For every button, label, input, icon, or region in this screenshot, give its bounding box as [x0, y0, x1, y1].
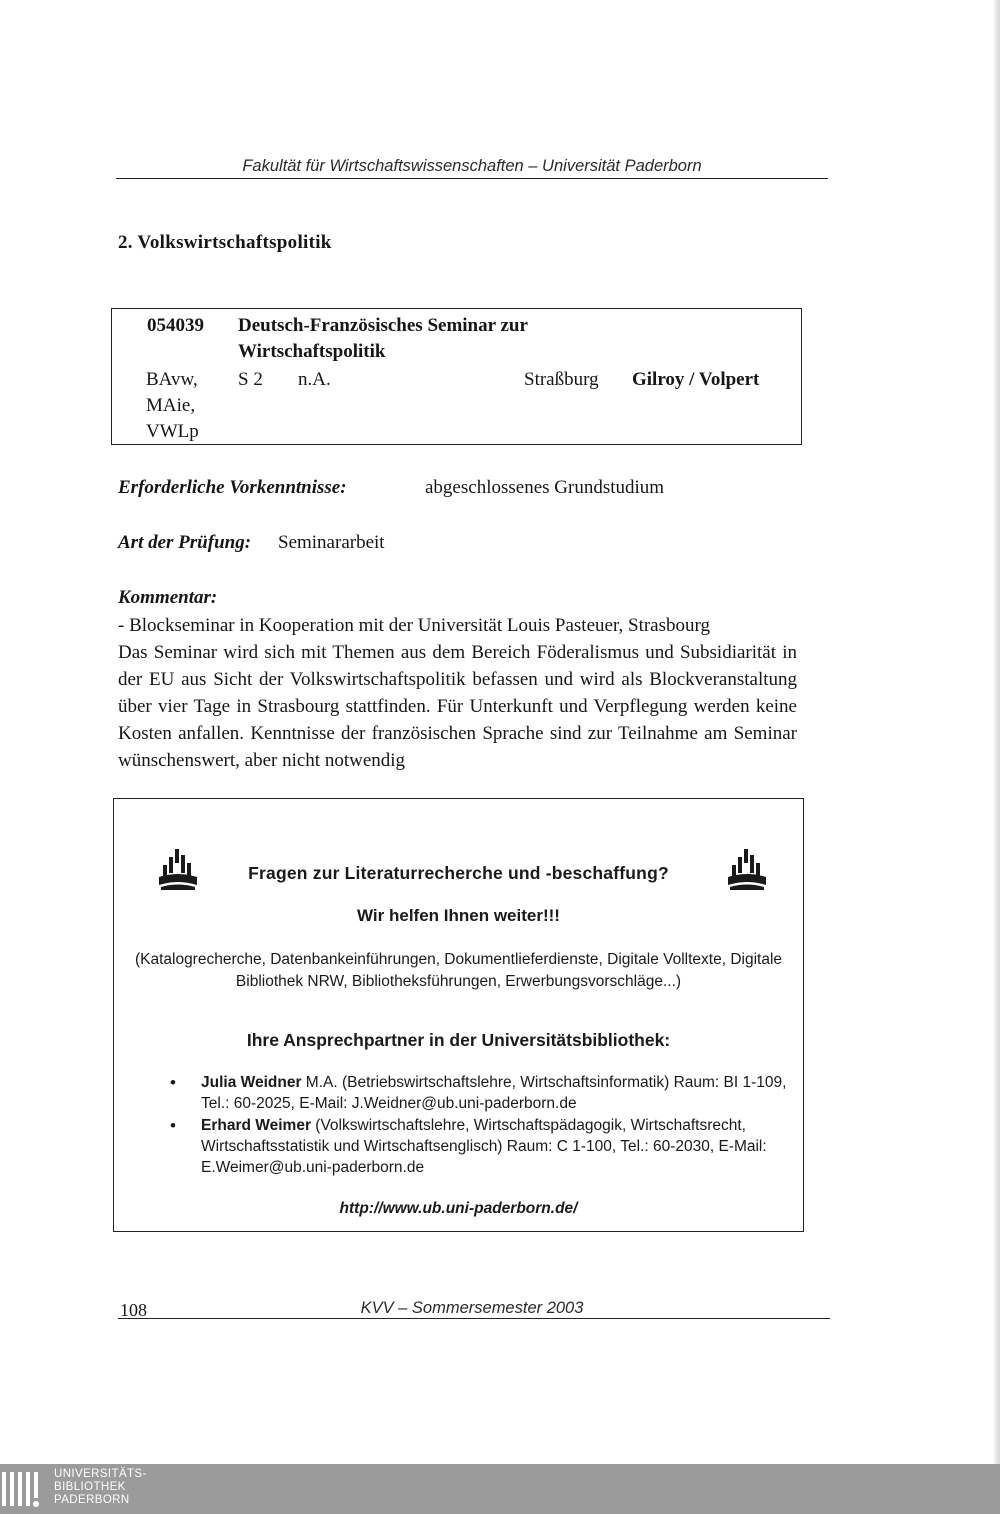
library-url: http://www.ub.uni-paderborn.de/ — [339, 1200, 578, 1217]
contact-name: Erhard Weimer — [201, 1117, 311, 1134]
ub-watermark-line: UNIVERSITÄTS- — [54, 1468, 147, 1480]
library-info-box — [113, 798, 804, 1232]
library-question: Fragen zur Literaturrecherche und -beschaffung? — [248, 863, 669, 883]
course-number: 054039 — [147, 315, 204, 336]
ub-watermark-text — [54, 1468, 147, 1507]
course-type: S 2 — [238, 369, 263, 390]
course-program: VWLp — [146, 421, 199, 442]
course-location: Straßburg — [524, 369, 599, 390]
library-services: (Katalogrecherche, Datenbankeinführungen, Dokumentlieferdienste, Digitale Volltexte, Digitale Bibliothek NRW, Bibliotheksführungen, Erwerbungsvorschläge...) — [134, 951, 783, 990]
bullet-icon: • — [170, 1073, 176, 1092]
exam-label: Art der Prüfung: — [118, 532, 252, 553]
running-header: Fakultät für Wirtschaftswissenschaften – Universität Paderborn — [116, 154, 828, 179]
footer-title: KVV – Sommersemester 2003 — [360, 1299, 584, 1317]
library-help: Wir helfen Ihnen weiter!!! — [357, 906, 560, 925]
ub-watermark-strip — [0, 1464, 1000, 1514]
contact-name: Julia Weidner — [201, 1074, 302, 1091]
list-item — [170, 1072, 795, 1114]
prerequisites-value: abgeschlossenes Grundstudium — [425, 477, 665, 498]
library-contacts-list — [170, 1072, 795, 1179]
exam-value: Seminararbeit — [278, 532, 385, 553]
course-program: MAie, — [146, 395, 196, 416]
list-item — [170, 1115, 795, 1178]
course-hours: n.A. — [298, 369, 331, 390]
course-box — [111, 308, 802, 445]
course-title — [238, 313, 598, 365]
course-title-line-2: Wirtschaftspolitik — [238, 341, 386, 362]
section-title: 2. Volkswirtschaftspolitik — [118, 232, 332, 253]
bullet-icon: • — [170, 1116, 176, 1135]
page-edge — [994, 0, 1000, 1464]
ub-watermark-line: PADERBORN — [54, 1494, 130, 1506]
contact-details: (Volkswirtschaftslehre, Wirtschaftspädagogik, Wirtschaftsrecht, Wirtschaftsstatistik und Wirtschaftsenglisch) Raum: C 1-100, Tel.: 60-2030, E-Mail: E.Weimer@ub.uni-paderborn.de — [201, 1117, 767, 1176]
course-title-line-1: Deutsch-Französisches Seminar zur — [238, 315, 528, 336]
ub-logo-icon — [2, 1468, 44, 1510]
page-number: 108 — [120, 1300, 147, 1320]
contact-details: M.A. (Betriebswirtschaftslehre, Wirtschaftsinformatik) Raum: BI 1-109, Tel.: 60-2025, E-Mail: J.Weidner@ub.uni-paderborn.de — [201, 1074, 787, 1112]
prerequisites-label: Erforderliche Vorkenntnisse: — [118, 477, 347, 498]
comment-label: Kommentar: — [118, 587, 218, 608]
comment-first-line: - Blockseminar in Kooperation mit der Universität Louis Pasteuer, Strasbourg — [118, 615, 710, 636]
library-contacts-title: Ihre Ansprechpartner in der Universitätsbibliothek: — [246, 1030, 671, 1050]
ub-watermark-line: BIBLIOTHEK — [54, 1481, 126, 1493]
course-programs — [146, 367, 236, 445]
footer-rule — [118, 1318, 830, 1319]
course-program: BAvw, — [146, 369, 198, 390]
comment-body: Das Seminar wird sich mit Themen aus dem Bereich Föderalismus und Subsidiarität in der EU aus Sicht der Volkswirtschaftspolitik befassen und wird als Blockveranstaltung über vier Tage in Strasbourg stattfinden. Für Unterkunft und Verpflegung werden keine Kosten anfallen. Kenntnisse der französischen Sprache sind zur Teilnahme am Seminar wünschenswert, aber nicht notwendig — [118, 642, 797, 771]
course-lecturers: Gilroy / Volpert — [632, 369, 760, 390]
